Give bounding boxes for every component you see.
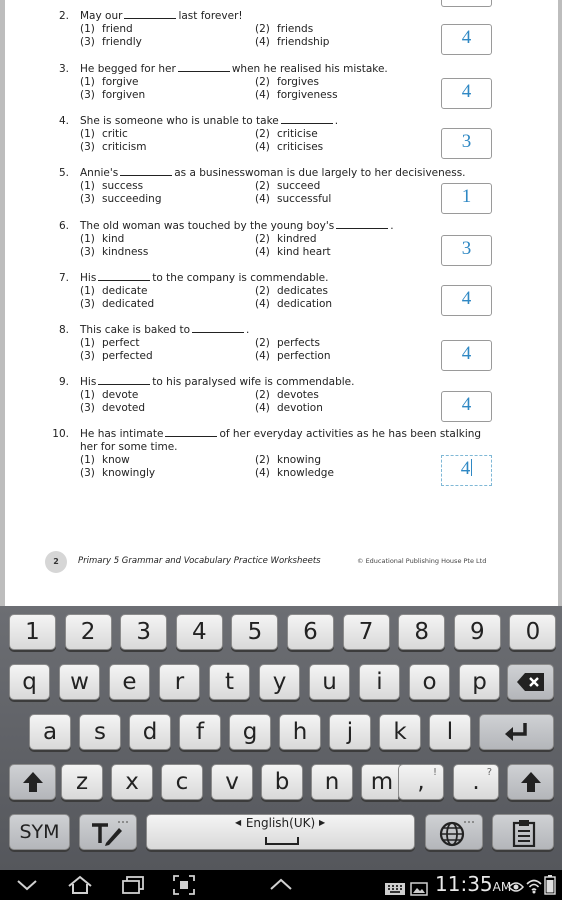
question-text-before: The old woman was touched by the young boy's	[80, 220, 335, 232]
question-text-continued: her for some time.	[80, 441, 178, 453]
number-key[interactable]: 8	[398, 614, 445, 650]
on-screen-keyboard	[0, 606, 562, 870]
question-text-after: as a businesswoman is due largely to her decisiveness.	[174, 167, 466, 179]
answer-blank	[336, 220, 388, 229]
option-item	[80, 389, 138, 401]
option-text: knowledge	[277, 467, 334, 479]
option-text: perfection	[277, 350, 331, 362]
option-text: dedicates	[277, 285, 328, 297]
number-key[interactable]: 0	[509, 614, 556, 650]
question-number: 9.	[58, 376, 69, 388]
answer-value-text: 4	[461, 343, 472, 364]
option-number: (3)	[80, 141, 95, 153]
question-text	[80, 376, 354, 388]
question-number: 2.	[58, 10, 69, 22]
globe-key[interactable]	[425, 814, 483, 850]
option-text: kindness	[102, 246, 149, 258]
answer-value	[442, 27, 491, 49]
option-item	[80, 285, 148, 297]
answer-value	[442, 288, 491, 310]
answer-value-text: 3	[461, 131, 472, 152]
question-number: 8.	[58, 324, 69, 336]
sym-key[interactable]: SYM	[9, 814, 70, 850]
option-item	[255, 467, 334, 479]
option-text: friendship	[277, 36, 330, 48]
letter-key[interactable]: x	[111, 764, 153, 800]
option-number: (2)	[255, 23, 270, 35]
answer-value	[442, 458, 491, 480]
option-text: perfect	[102, 337, 140, 349]
answer-input-box[interactable]	[441, 128, 492, 159]
option-text: kindred	[277, 233, 317, 245]
letter-key[interactable]: t	[209, 664, 250, 700]
option-text: devoted	[102, 402, 146, 414]
question-number: 6.	[58, 220, 69, 232]
answer-value	[442, 186, 491, 208]
answer-input-box[interactable]	[441, 183, 492, 214]
worksheet-page	[5, 0, 558, 606]
screenshot-icon[interactable]	[172, 874, 196, 896]
comma-key[interactable]	[398, 764, 444, 800]
gallery-icon	[410, 878, 428, 900]
status-clock	[435, 872, 511, 896]
number-key[interactable]: 3	[120, 614, 167, 650]
option-number: (4)	[255, 193, 270, 205]
option-text: criticises	[277, 141, 324, 153]
option-item	[255, 193, 331, 205]
option-number: (2)	[255, 76, 270, 88]
option-number: (1)	[80, 128, 95, 140]
question-number: 3.	[58, 63, 69, 75]
option-text: knowing	[277, 454, 321, 466]
home-icon[interactable]	[66, 874, 94, 896]
answer-blank	[98, 272, 150, 281]
option-item	[255, 128, 318, 140]
question-text-before: He begged for her	[80, 63, 176, 75]
option-number: (4)	[255, 350, 270, 362]
answer-blank	[281, 115, 333, 124]
option-text: friends	[277, 23, 314, 35]
option-number: (3)	[80, 298, 95, 310]
letter-key[interactable]: z	[61, 764, 103, 800]
option-number: (3)	[80, 246, 95, 258]
answer-value-text: 4	[460, 458, 471, 479]
option-number: (1)	[80, 76, 95, 88]
option-item	[80, 337, 140, 349]
answer-value-text: 4	[461, 27, 472, 48]
option-number: (2)	[255, 454, 270, 466]
shift-key-right[interactable]	[507, 764, 554, 800]
letter-key[interactable]: c	[161, 764, 203, 800]
globe-icon	[435, 819, 475, 847]
option-number: (3)	[80, 193, 95, 205]
option-item	[80, 128, 128, 140]
question-text	[80, 167, 466, 179]
question-text	[80, 272, 328, 284]
option-text: forgive	[102, 76, 139, 88]
question-text	[80, 220, 394, 232]
option-text: friend	[102, 23, 133, 35]
question-text-before: She is someone who is unable to take	[80, 115, 279, 127]
option-number: (4)	[255, 298, 270, 310]
option-text: kind heart	[277, 246, 331, 258]
option-item	[80, 298, 154, 310]
answer-input-box[interactable]	[441, 285, 492, 316]
option-text: forgiven	[102, 89, 146, 101]
option-number: (3)	[80, 350, 95, 362]
option-item	[255, 285, 328, 297]
keyboard-icon	[384, 878, 406, 900]
option-text: dedicate	[102, 285, 148, 297]
answer-input-box[interactable]	[441, 24, 492, 55]
comma-key-label: ,	[417, 769, 425, 795]
letter-key[interactable]: s	[79, 714, 121, 750]
option-text: devotes	[277, 389, 319, 401]
footer-copyright: © Educational Publishing House Pte Ltd	[357, 557, 487, 565]
option-number: (2)	[255, 233, 270, 245]
option-number: (3)	[80, 36, 95, 48]
letter-key[interactable]: p	[459, 664, 500, 700]
option-number: (2)	[255, 180, 270, 192]
letter-key[interactable]: f	[179, 714, 221, 750]
question-text-before: His	[80, 272, 97, 284]
option-item	[255, 337, 320, 349]
answer-value	[442, 131, 491, 153]
page-number: 2	[45, 551, 67, 573]
option-number: (4)	[255, 89, 270, 101]
letter-key[interactable]: k	[379, 714, 421, 750]
letter-key[interactable]: h	[279, 714, 321, 750]
option-item	[255, 76, 319, 88]
question-number: 10.	[52, 428, 69, 440]
letter-key[interactable]: m	[361, 764, 403, 800]
question-text-before: Annie's	[80, 167, 119, 179]
page-footer	[5, 548, 558, 578]
option-number: (4)	[255, 467, 270, 479]
option-number: (3)	[80, 402, 95, 414]
question-text-before: His	[80, 376, 97, 388]
shift-key-left[interactable]	[9, 764, 56, 800]
answer-input-box[interactable]	[441, 235, 492, 266]
answer-value-text: 4	[461, 394, 472, 415]
option-number: (2)	[255, 285, 270, 297]
eye-icon	[508, 876, 524, 898]
question-text-after: .	[334, 115, 339, 127]
option-text: criticise	[277, 128, 318, 140]
footer-title: Primary 5 Grammar and Vocabulary Practice Worksheets	[78, 556, 321, 566]
option-item	[80, 76, 139, 88]
question-text-after: to the company is commendable.	[152, 272, 329, 284]
option-item	[80, 454, 130, 466]
clock-time: 11:35	[435, 872, 493, 896]
option-number: (2)	[255, 389, 270, 401]
question-text-before: This cake is baked to	[80, 324, 191, 336]
option-item	[80, 89, 145, 101]
option-item	[255, 89, 338, 101]
letter-key[interactable]: o	[409, 664, 450, 700]
question-text-before: May our	[80, 10, 123, 22]
option-text: dedication	[277, 298, 333, 310]
space-key[interactable]	[146, 814, 415, 850]
question-text-after: .	[390, 220, 394, 232]
question-number: 4.	[58, 115, 69, 127]
option-item	[255, 350, 330, 362]
option-number: (1)	[80, 454, 95, 466]
answer-value-text: 4	[461, 81, 472, 102]
option-item	[80, 193, 162, 205]
option-number: (2)	[255, 337, 270, 349]
enter-key[interactable]	[479, 714, 554, 750]
up-arrow-icon[interactable]	[268, 874, 294, 896]
letter-key[interactable]: d	[129, 714, 171, 750]
answer-value-text: 1	[461, 186, 472, 207]
question-text	[80, 115, 338, 127]
answer-value	[442, 81, 491, 103]
answer-input-box[interactable]	[441, 455, 492, 486]
option-text: devotion	[277, 402, 323, 414]
option-number: (1)	[80, 337, 95, 349]
backspace-key[interactable]	[507, 664, 554, 700]
option-item	[255, 298, 332, 310]
option-text: dedicated	[102, 298, 155, 310]
option-item	[255, 141, 323, 153]
option-text: succeed	[277, 180, 321, 192]
wifi-icon	[526, 875, 542, 897]
option-number: (1)	[80, 389, 95, 401]
answer-input-box[interactable]	[441, 391, 492, 422]
answer-blank	[98, 376, 150, 385]
number-key[interactable]: 9	[454, 614, 501, 650]
battery-icon	[544, 874, 556, 896]
number-key[interactable]: 5	[231, 614, 278, 650]
answer-blank	[124, 10, 176, 19]
space-bar-icon	[265, 837, 299, 845]
question-text	[80, 10, 243, 22]
clock-ampm: AM	[492, 880, 512, 894]
option-number: (1)	[80, 285, 95, 297]
option-item	[255, 36, 329, 48]
option-number: (1)	[80, 233, 95, 245]
previous-answer-box[interactable]	[441, 0, 492, 7]
answer-input-box[interactable]	[441, 78, 492, 109]
question-text-after: last forever!	[178, 10, 243, 22]
option-text: perfects	[277, 337, 320, 349]
text-caret	[471, 459, 472, 476]
option-number: (4)	[255, 141, 270, 153]
option-number: (1)	[80, 180, 95, 192]
option-text: critic	[102, 128, 128, 140]
number-key[interactable]: 6	[287, 614, 334, 650]
letter-key[interactable]: n	[311, 764, 353, 800]
answer-blank	[178, 63, 230, 72]
letter-key[interactable]: a	[29, 714, 71, 750]
option-text: success	[102, 180, 144, 192]
option-item	[255, 23, 313, 35]
option-item	[80, 246, 148, 258]
recent-apps-icon[interactable]	[120, 874, 146, 896]
letter-key[interactable]: u	[309, 664, 350, 700]
back-icon[interactable]	[16, 874, 38, 896]
answer-value-text: 3	[461, 238, 472, 259]
handwriting-icon	[89, 819, 129, 847]
letter-key[interactable]: q	[9, 664, 50, 700]
option-item	[80, 233, 124, 245]
option-item	[80, 141, 146, 153]
option-item	[255, 180, 320, 192]
option-text: knowingly	[102, 467, 156, 479]
question-text-after: .	[246, 324, 250, 336]
option-item	[255, 402, 323, 414]
system-bar	[0, 870, 562, 900]
letter-key[interactable]: i	[359, 664, 400, 700]
option-number: (4)	[255, 402, 270, 414]
option-item	[255, 246, 331, 258]
option-number: (4)	[255, 36, 270, 48]
option-number: (3)	[80, 467, 95, 479]
answer-value	[442, 394, 491, 416]
option-item	[80, 350, 153, 362]
period-key-label: .	[472, 769, 480, 795]
number-key[interactable]: 7	[343, 614, 390, 650]
letter-key[interactable]: r	[159, 664, 200, 700]
answer-blank	[120, 167, 172, 176]
handwriting-key[interactable]	[79, 814, 137, 850]
option-text: know	[102, 454, 130, 466]
option-text: perfected	[102, 350, 153, 362]
option-item	[80, 180, 143, 192]
option-number: (3)	[80, 89, 95, 101]
answer-value-text: 4	[461, 288, 472, 309]
letter-key[interactable]: v	[211, 764, 253, 800]
question-text	[80, 428, 481, 440]
number-key[interactable]: 2	[65, 614, 112, 650]
answer-blank	[192, 324, 244, 333]
backspace-icon	[516, 672, 546, 692]
option-number: (1)	[80, 23, 95, 35]
comma-key-alt: !	[432, 767, 437, 778]
answer-value	[442, 343, 491, 365]
option-text: succeeding	[102, 193, 162, 205]
answer-blank	[165, 428, 217, 437]
letter-key[interactable]: y	[259, 664, 300, 700]
question-text-before: He has intimate	[80, 428, 164, 440]
clipboard-icon	[512, 819, 536, 847]
question-number: 7.	[58, 272, 69, 284]
letter-key[interactable]: l	[429, 714, 471, 750]
option-item	[255, 233, 317, 245]
option-text: forgiveness	[277, 89, 338, 101]
option-item	[255, 454, 321, 466]
question-text	[80, 63, 388, 75]
answer-value	[442, 238, 491, 260]
option-number: (4)	[255, 246, 270, 258]
period-key[interactable]	[453, 764, 499, 800]
language-next-icon: ▶	[319, 818, 326, 827]
question-text-after: when he realised his mistake.	[231, 63, 388, 75]
option-item	[80, 23, 133, 35]
option-number: (2)	[255, 128, 270, 140]
option-text: criticism	[102, 141, 147, 153]
option-item	[80, 402, 145, 414]
number-key[interactable]: 4	[176, 614, 223, 650]
question-text-after: of her everyday activities as he has been stalking	[219, 428, 482, 440]
shift-icon	[520, 771, 542, 793]
number-key[interactable]: 1	[9, 614, 56, 650]
clipboard-key[interactable]	[492, 814, 554, 850]
option-text: kind	[102, 233, 125, 245]
option-text: friendly	[102, 36, 142, 48]
letter-key[interactable]: j	[329, 714, 371, 750]
letter-key[interactable]: e	[109, 664, 150, 700]
period-key-alt: ?	[486, 767, 492, 778]
question-number: 5.	[58, 167, 69, 179]
language-prev-icon: ◀	[235, 818, 242, 827]
option-item	[80, 36, 142, 48]
shift-icon	[22, 771, 44, 793]
option-item	[255, 389, 319, 401]
option-text: devote	[102, 389, 139, 401]
option-text: forgives	[277, 76, 319, 88]
letter-key[interactable]: g	[229, 714, 271, 750]
answer-input-box[interactable]	[441, 340, 492, 371]
space-key-label: English(UK)	[245, 816, 316, 830]
enter-icon	[503, 721, 531, 743]
option-item	[80, 467, 155, 479]
option-text: successful	[277, 193, 332, 205]
letter-key[interactable]: w	[59, 664, 100, 700]
question-text	[80, 324, 249, 336]
question-text-after: to his paralysed wife is commendable.	[152, 376, 355, 388]
letter-key[interactable]: b	[261, 764, 303, 800]
